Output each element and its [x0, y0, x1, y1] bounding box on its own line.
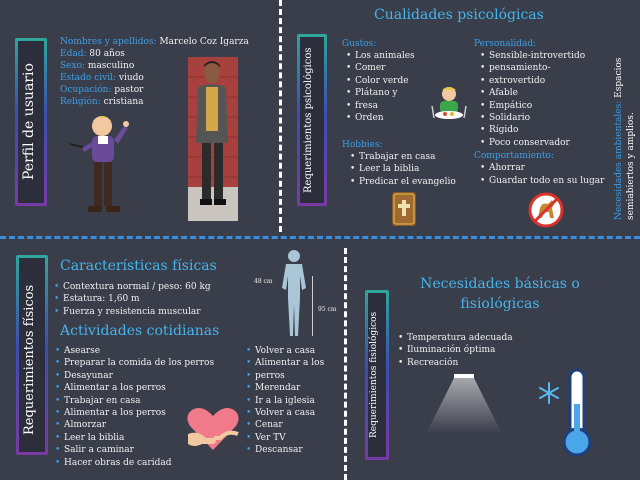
- bottom-vertical-divider: [344, 248, 347, 480]
- list-item: • Cenar: [246, 419, 324, 431]
- list-item: • Salir a caminar: [55, 444, 214, 456]
- list-item: • Ahorrar: [480, 162, 614, 174]
- env-label: Necesidades ambientales:: [614, 100, 624, 220]
- list-item: • Alimentar a los perros: [55, 407, 214, 419]
- user-photo: [188, 57, 238, 221]
- list-item: • Hacer obras de caridad: [55, 457, 214, 469]
- list-item: • extrovertido: [480, 75, 614, 87]
- list-item: • Plátano y: [346, 87, 452, 99]
- gustos-label: Gustos:: [342, 39, 377, 49]
- snowflake-icon: [538, 382, 560, 404]
- list-item: • Color verde: [346, 75, 452, 87]
- list-item: • Preparar la comida de los perros: [55, 357, 214, 369]
- psych-tab: [297, 34, 327, 206]
- field-religion: Religión: cristiana: [60, 97, 144, 107]
- hobbies-label: Hobbies:: [342, 140, 383, 150]
- activities-title: Actividades cotidianas: [60, 323, 220, 339]
- physio-title: Necesidades básicas o fisiológicas: [420, 276, 580, 312]
- list-item: • perros: [246, 370, 324, 382]
- list-item: • Merendar: [246, 382, 324, 394]
- env-text-1: Espacios: [614, 57, 624, 98]
- physical-title: Características físicas: [60, 258, 217, 274]
- horizontal-divider: [0, 236, 640, 239]
- no-dog-icon: [528, 192, 564, 228]
- physical-items: [54, 281, 211, 318]
- hobbies-block: [342, 139, 472, 188]
- list-item: • Trabajar en casa: [350, 151, 472, 163]
- list-item: • Leer la biblia: [55, 432, 214, 444]
- dim-leg: 95 cm: [318, 306, 337, 313]
- physio-tab: [365, 290, 389, 460]
- profile-tab: [15, 38, 47, 206]
- human-body-icon: [274, 248, 314, 340]
- list-item: • Iluminación óptima: [398, 344, 513, 356]
- dim-shoulder: 48 cm: [254, 278, 273, 285]
- list-item: • Descansar: [246, 444, 324, 456]
- list-item: • Rígido: [480, 124, 614, 136]
- list-item: • Los animales: [346, 50, 452, 62]
- list-item: • Leer la biblia: [350, 163, 472, 175]
- list-item: • Contextura normal / peso: 60 kg: [54, 281, 211, 293]
- comportamiento-label: Comportamiento:: [474, 151, 554, 162]
- heart-hands-icon: [184, 404, 242, 454]
- hobbies-list: [350, 151, 472, 188]
- pointing-man-icon: [68, 112, 134, 224]
- list-item: • Almorzar: [55, 419, 214, 431]
- list-item: • fresa: [346, 100, 452, 112]
- list-item: • Ir a la iglesia: [246, 395, 324, 407]
- profile-tab-title: Perfil de usuario: [21, 63, 37, 181]
- list-item: • Empático: [480, 100, 614, 112]
- list-item: • Trabajar en casa: [55, 395, 214, 407]
- list-item: • Temperatura adecuada: [398, 332, 513, 344]
- list-item: • Volver a casa: [246, 407, 324, 419]
- personalidad-block: [474, 38, 614, 187]
- activities-right: [246, 345, 324, 457]
- bible-icon: [390, 190, 418, 228]
- env-needs-text: [614, 40, 625, 220]
- personalidad-label: Personalidad:: [474, 39, 537, 49]
- personalidad-list: [480, 50, 614, 149]
- list-item: • Desayunar: [55, 370, 214, 382]
- list-item: • Estatura: 1,60 m: [54, 293, 211, 305]
- list-item: • Orden: [346, 112, 452, 124]
- list-item: • Asearse: [55, 345, 214, 357]
- list-item: • Guardar todo en su lugar: [480, 175, 614, 187]
- field-occupation: Ocupación: pastor: [60, 85, 144, 95]
- list-item: • Solidario: [480, 112, 614, 124]
- list-item: • Afable: [480, 87, 614, 99]
- env-needs-text-2: semiabiertos y amplios.: [626, 112, 636, 220]
- ceiling-lamp-icon: [426, 374, 502, 434]
- list-item: • Ver TV: [246, 432, 324, 444]
- list-item: • pensamiento-: [480, 62, 614, 74]
- physio-tab-title: Requerimientos fisiológicos: [369, 311, 379, 439]
- physio-items: [398, 332, 513, 369]
- top-vertical-divider: [279, 0, 282, 232]
- comportamiento-list: [480, 162, 614, 187]
- list-item: • Predicar el evangelio: [350, 176, 472, 188]
- list-item: • Alimentar a los perros: [55, 382, 214, 394]
- list-item: • Fuerza y resistencia muscular: [54, 306, 211, 318]
- list-item: • Poco conservador: [480, 137, 614, 149]
- field-name: Nombres y apellidos: Marcelo Coz Igarza: [60, 37, 249, 47]
- list-item: • Alimentar a los: [246, 357, 324, 369]
- list-item: • Recreación: [398, 357, 513, 369]
- eating-person-icon: [426, 84, 472, 122]
- thermometer-icon: [560, 368, 594, 458]
- dim-line: [312, 276, 313, 336]
- physical-tab: [16, 255, 48, 455]
- physical-tab-title: Requerimientos físicos: [22, 284, 37, 436]
- field-age: Edad: 80 años: [60, 49, 125, 59]
- list-item: • Volver a casa: [246, 345, 324, 357]
- psych-title: Cualidades psicológicas: [374, 7, 544, 23]
- field-sex: Sexo: masculino: [60, 61, 135, 71]
- list-item: • Comer: [346, 62, 452, 74]
- field-civil: Estado civil: viudo: [60, 73, 144, 83]
- psych-tab-title: Requerimientos psicológicos: [303, 47, 314, 193]
- list-item: • Sensible-introvertido: [480, 50, 614, 62]
